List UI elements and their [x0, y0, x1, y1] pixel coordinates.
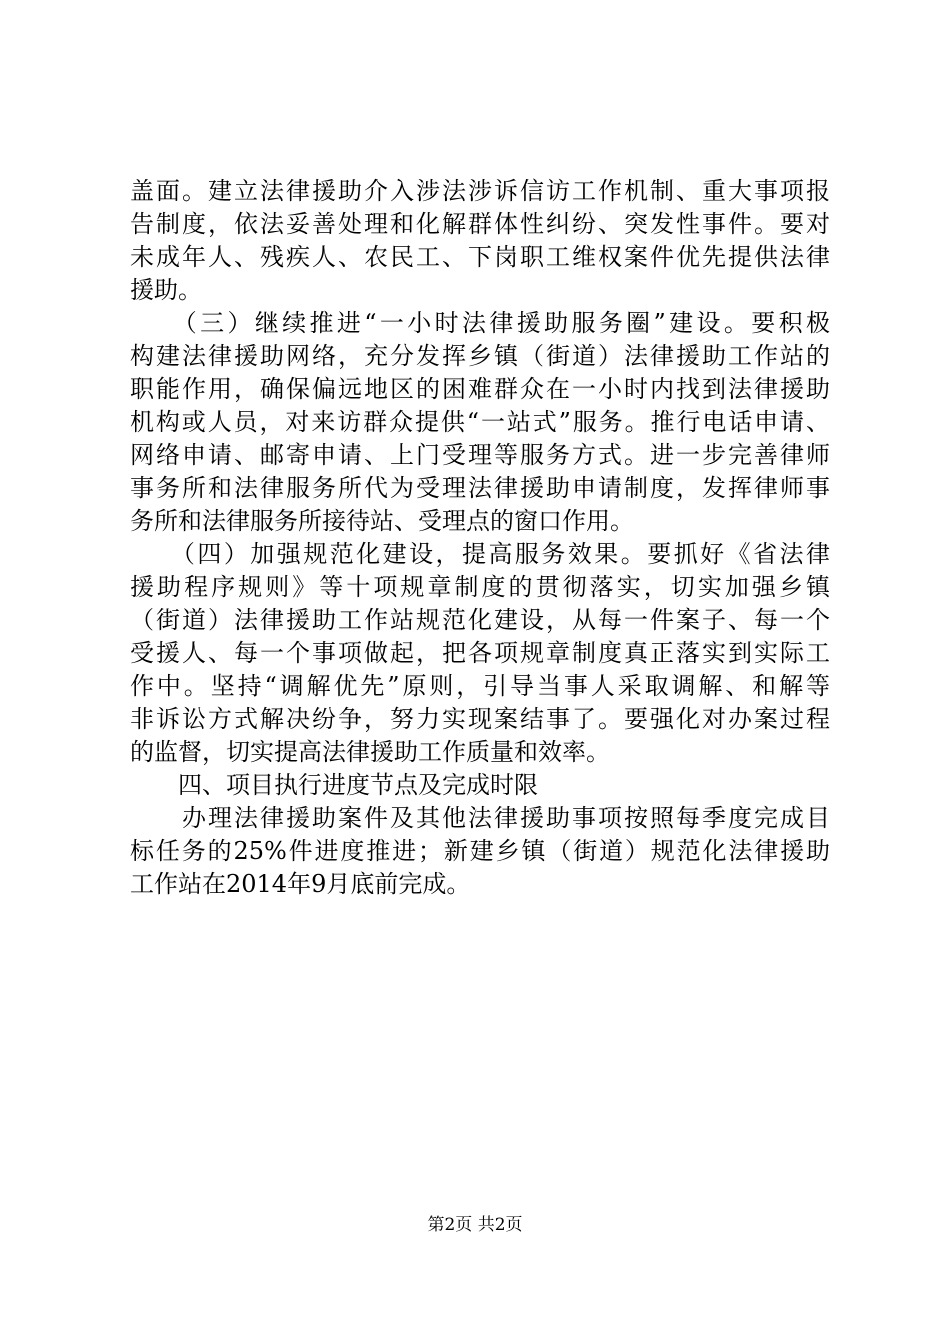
text-line: 未成年人、残疾人、农民工、下岗职工维权案件优先提供法律 [130, 243, 830, 271]
section-heading: 四、项目执行进度节点及完成时限 [130, 771, 538, 799]
text-line: 网络申请、邮寄申请、上门受理等服务方式。进一步完善律师 [130, 441, 830, 469]
text-line: 务所和法律服务所接待站、受理点的窗口作用。 [130, 507, 634, 535]
text-line: （街道）法律援助工作站规范化建设，从每一件案子、每一个 [130, 606, 830, 634]
text-line: 机构或人员，对来访群众提供“一站式”服务。推行电话申请、 [130, 408, 830, 436]
text-line: 办理法律援助案件及其他法律援助事项按照每季度完成目 [130, 804, 830, 832]
text-line: 援助程序规则》等十项规章制度的贯彻落实，切实加强乡镇 [130, 573, 830, 601]
text-line: 构建法律援助网络，充分发挥乡镇（街道）法律援助工作站的 [130, 342, 830, 370]
text-line: 作中。坚持“调解优先”原则，引导当事人采取调解、和解等 [130, 672, 830, 700]
text-line: 援助。 [130, 276, 202, 304]
text-line: 的监督，切实提高法律援助工作质量和效率。 [130, 738, 610, 766]
text-line: 盖面。建立法律援助介入涉法涉诉信访工作机制、重大事项报 [130, 177, 830, 205]
text-line: 事务所和法律服务所代为受理法律援助申请制度，发挥律师事 [130, 474, 830, 502]
text-line: 告制度，依法妥善处理和化解群体性纠纷、突发性事件。要对 [130, 210, 830, 238]
text-line: 工作站在2014年9月底前完成。 [130, 870, 471, 898]
text-line: 非诉讼方式解决纷争，努力实现案结事了。要强化对办案过程 [130, 705, 830, 733]
page-number-footer: 第2页 共2页 [427, 1215, 523, 1235]
text-line: 标任务的25%件进度推进；新建乡镇（街道）规范化法律援助 [130, 837, 830, 865]
document-body [130, 175, 830, 901]
text-line: 受援人、每一个事项做起，把各项规章制度真正落实到实际工 [130, 639, 830, 667]
text-line: （四）加强规范化建设，提高服务效果。要抓好《省法律 [130, 540, 830, 568]
text-line: 职能作用，确保偏远地区的困难群众在一小时内找到法律援助 [130, 375, 830, 403]
text-line: （三）继续推进“一小时法律援助服务圈”建设。要积极 [130, 309, 830, 337]
